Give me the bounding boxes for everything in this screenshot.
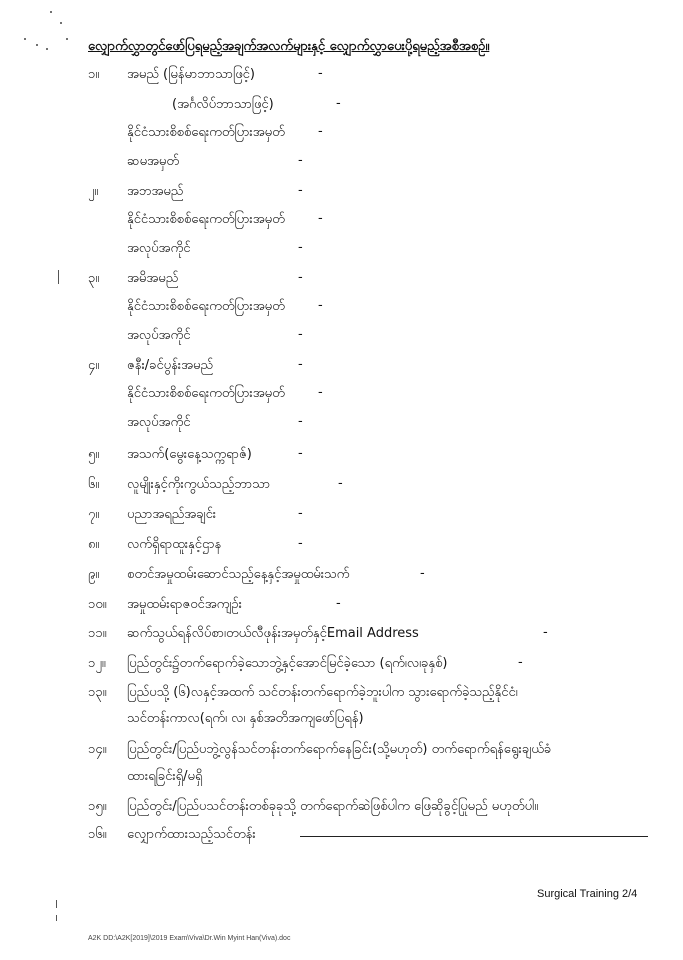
item-row: ၁။ အမည် (မြန်မာဘာသာဖြင့်) -: [88, 66, 323, 82]
item-row: ၄။ ဇနီး/ခင်ပွန်းအမည် -: [88, 357, 303, 373]
item-row: ၇။ ပညာအရည်အချင်း -: [88, 506, 303, 522]
item-row: ၆။ လူမျိုးနှင့်ကိုးကွယ်သည့်ဘာသာ -: [88, 476, 343, 492]
item-row: နိုင်ငံသားစိစစ်ရေးကတ်ပြားအမှတ် -: [127, 211, 323, 227]
scan-speck: [24, 38, 26, 40]
item-row: (အင်္ဂလိပ်ဘာသာဖြင့်) -: [172, 96, 341, 112]
item-row: အလုပ်အကိုင် -: [127, 240, 303, 256]
item-row: ၁၁။ ဆက်သွယ်ရန်လိပ်စာ၊တယ်လီဖုန်းအမှတ်နှင့်Email Address -: [88, 625, 548, 641]
item-row: သင်တန်းကာလ(ရက်၊ လ၊ နှစ်အတိအကျဖော်ပြရန်): [127, 711, 364, 726]
scan-margin-mark: [56, 900, 57, 908]
item-row: ၁၅။ ပြည်တွင်း/ပြည်ပသင်တန်းတစ်ခုခုသို့ တက်ရောက်ဆဲဖြစ်ပါက ဖြေဆိုခွင့်ပြုမည် မဟုတ်ပါ။: [88, 799, 539, 814]
item-row: အလုပ်အကိုင် -: [127, 414, 303, 430]
scan-speck: [60, 22, 62, 24]
item-row: ၈။ လက်ရှိရာထူးနှင့်ဌာန -: [88, 536, 303, 552]
scan-speck: [50, 11, 52, 13]
item-row: နိုင်ငံသားစိစစ်ရေးကတ်ပြားအမှတ် -: [127, 298, 323, 314]
item-row: ၁၂။ ပြည်တွင်း၌တက်ရောက်ခဲ့သောဘွဲ့နှင့်အောင်မြင်ခဲ့သော (ရက်၊လ၊ခုနှစ်) -: [88, 655, 523, 671]
scan-speck: [66, 38, 68, 40]
item-row: နိုင်ငံသားစိစစ်ရေးကတ်ပြားအမှတ် -: [127, 124, 323, 140]
page-footer-section: Surgical Training 2/4: [537, 888, 638, 900]
page-title: လျှောက်လွှာတွင်ဖော်ပြရမည့်အချက်အလက်များနှင့် လျှောက်လွှာပေးပို့ရမည့်အစီအစဉ်။: [88, 39, 490, 54]
item-row: ၉။ စတင်အမှုထမ်းဆောင်သည့်နေ့နှင့်အမှုထမ်းသက် -: [88, 566, 425, 582]
item-row: ၁၃။ ပြည်ပသို့ (၆)လနှင့်အထက် သင်တန်းတက်ရောက်ခဲ့ဘူးပါက သွားရောက်ခဲ့သည့်နိုင်ငံ၊: [88, 685, 518, 700]
scan-speck: [46, 48, 48, 50]
page-footer-file-path: A2K DD:\A2K[2019]\2019 Exam\Viva\Dr.Win Myint Han(Viva).doc: [88, 935, 291, 942]
blank-fill-line: [300, 836, 648, 837]
item-row: ဆမအမှတ် -: [127, 153, 303, 169]
scan-speck: [36, 44, 38, 46]
item-row: ၂။ အဘအမည် -: [88, 183, 303, 199]
item-row: ထားရခြင်းရှိ/မရှိ: [127, 769, 203, 784]
item-row: ၁၆။ လျှောက်ထားသည့်သင်တန်း: [0, 826, 683, 848]
item-row: အလုပ်အကိုင် -: [127, 327, 303, 343]
item-row: ၁၄။ ပြည်တွင်း/ပြည်ပဘွဲ့လွန်သင်တန်းတက်ရောက်နေခြင်း(သို့မဟုတ်) တက်ရောက်ရန်ရွေးချယ်ခံ: [88, 742, 552, 757]
item-row: ၁၀။ အမှုထမ်းရာဇဝင်အကျဉ်း -: [88, 596, 341, 612]
item-row: ၃။ အမိအမည် -: [88, 270, 303, 286]
item-row: နိုင်ငံသားစိစစ်ရေးကတ်ပြားအမှတ် -: [127, 385, 323, 401]
scan-margin-mark: [56, 915, 57, 921]
item-row: ၅။ အသက်(မွေးနေ့သက္ကရာဇ်) -: [88, 446, 303, 462]
